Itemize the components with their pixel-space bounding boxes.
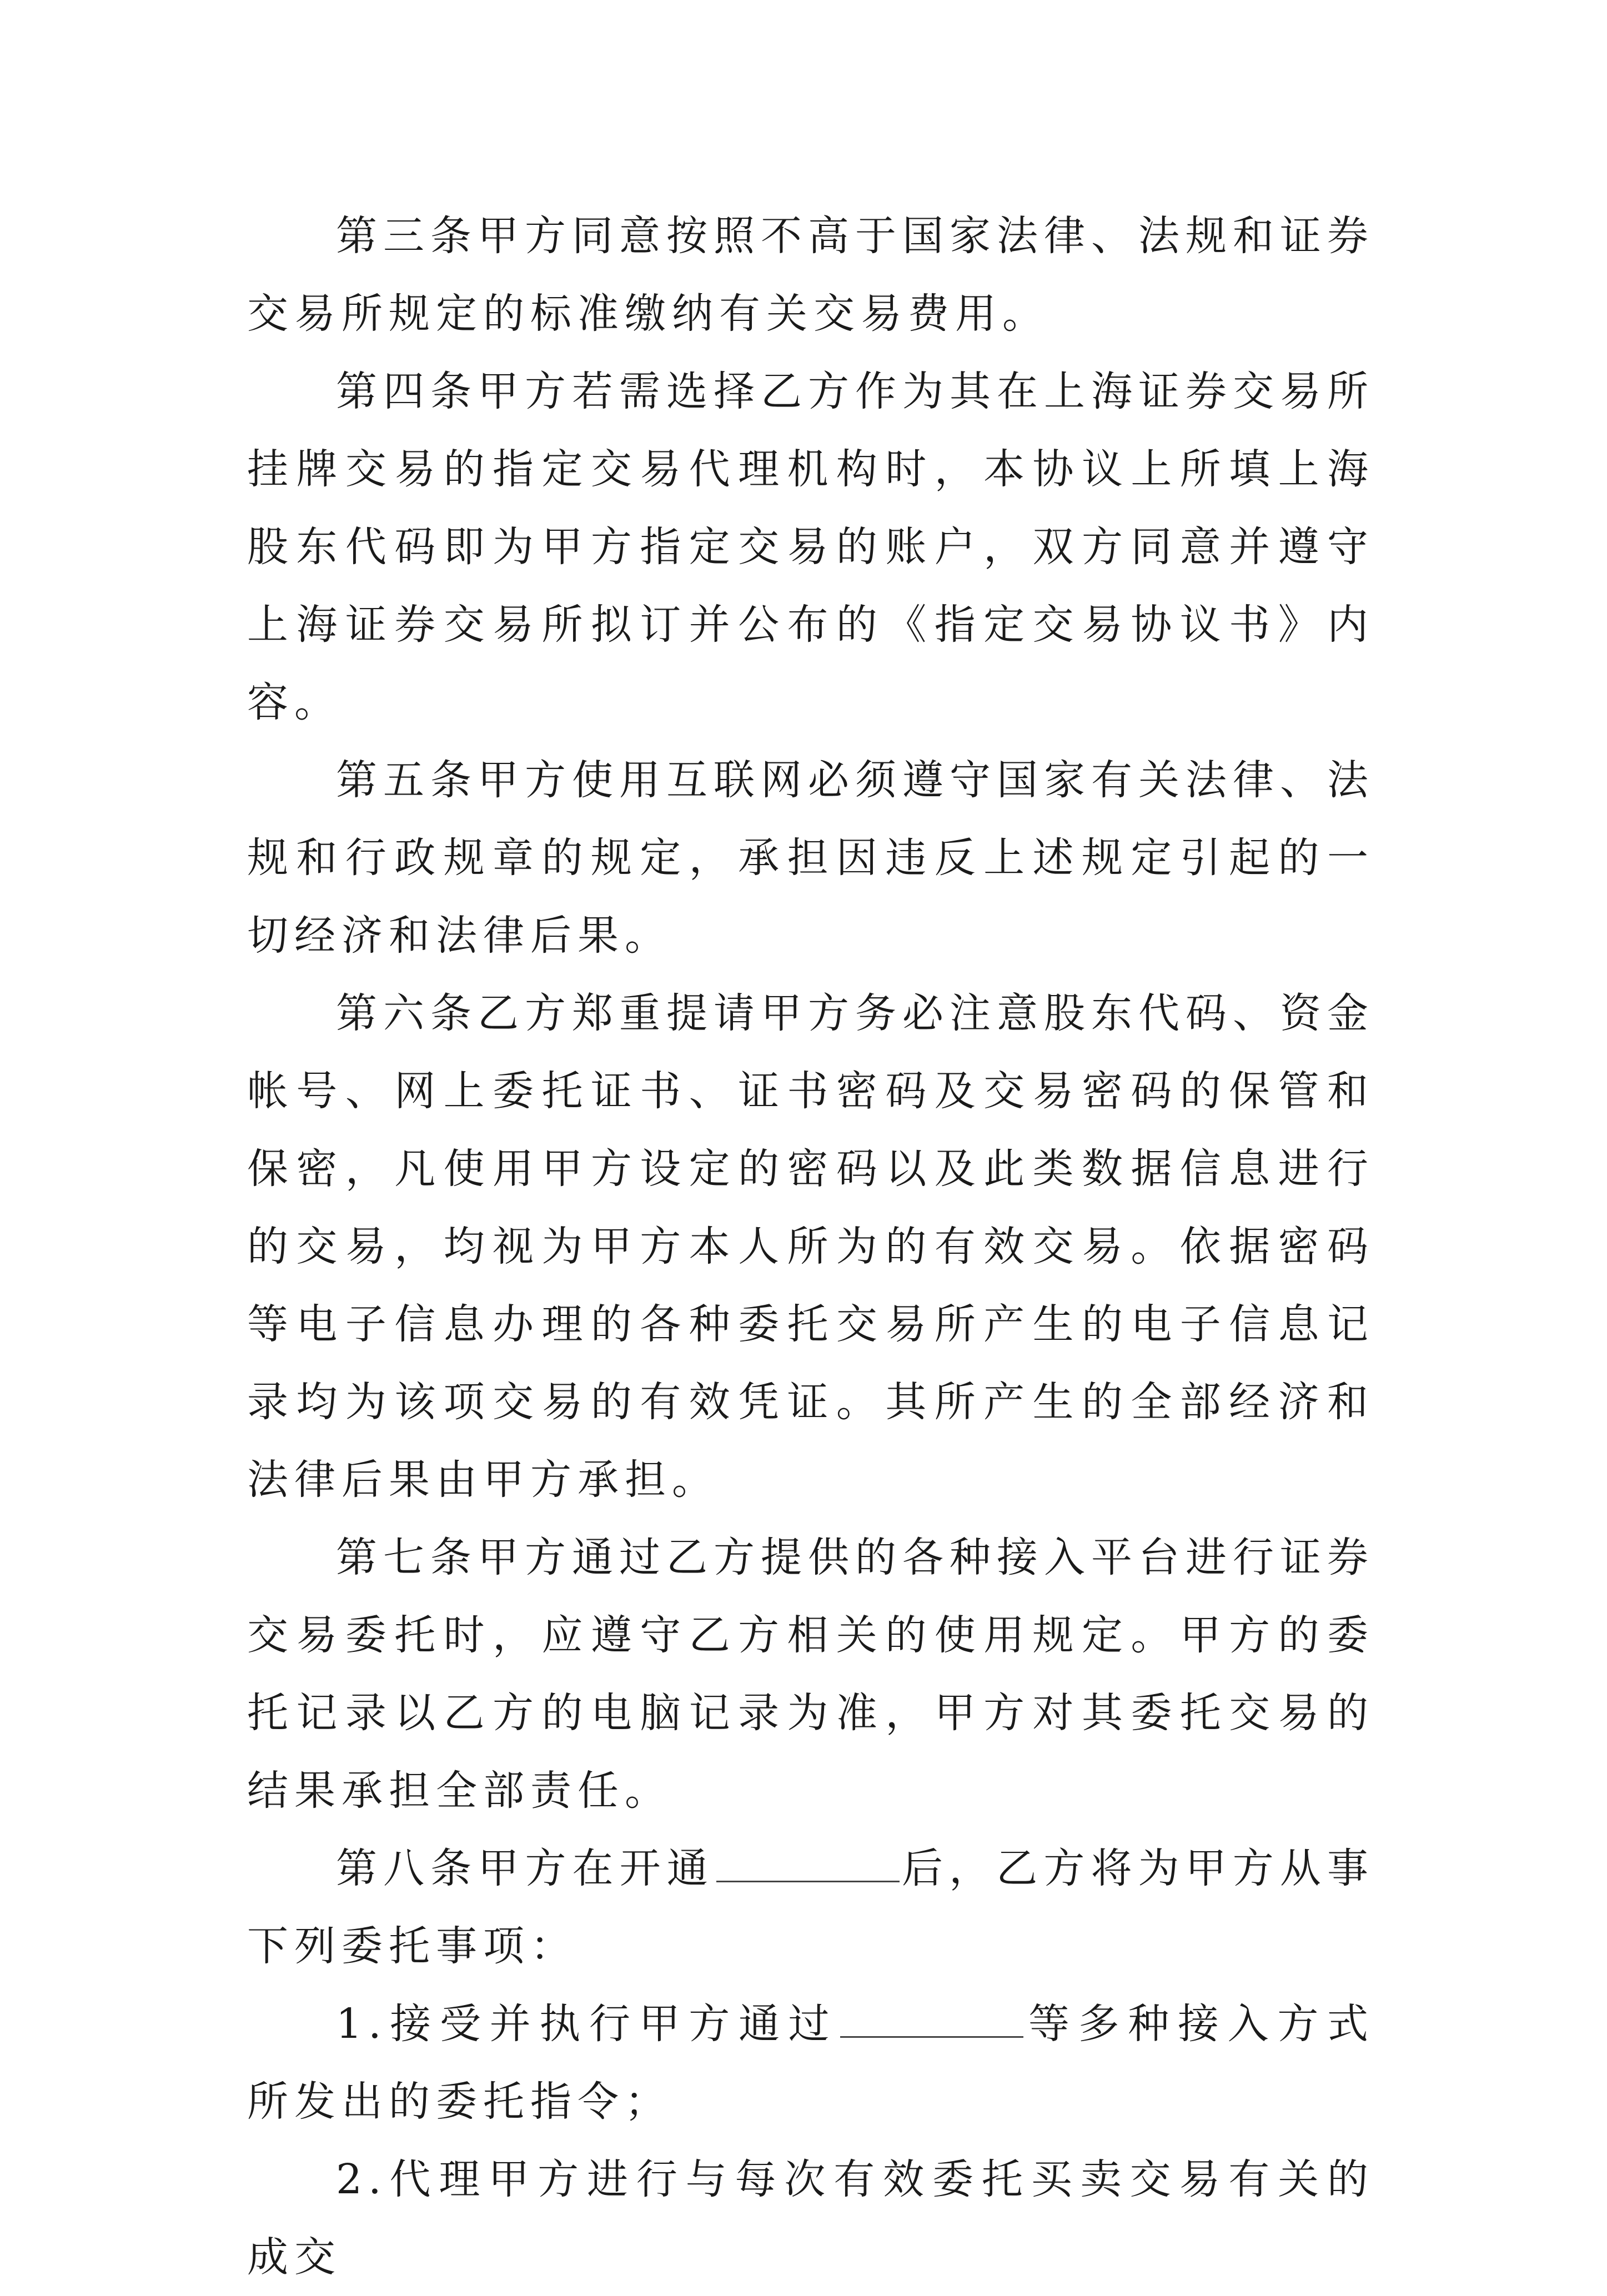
item-1-text-after: 等多种接入方式所发出的委托指令； — [247, 2000, 1375, 2126]
article-8-text-before: 第八条甲方在开通 — [336, 1845, 714, 1892]
item-1-text-before: 1.接受并执行甲方通过 — [336, 2000, 838, 2048]
article-5: 第五条甲方使用互联网必须遵守国家有关法律、法规和行政规章的规定，承担因违反上述规定引起的一切经济和法律后果。 — [247, 756, 1374, 959]
article-8-text-after: 后，乙方将为甲方从事下列委托事项： — [247, 1845, 1375, 1970]
item-1 — [247, 1985, 1374, 2141]
item-2: 2.代理甲方进行与每次有效委托买卖交易有关的成交 — [247, 2156, 1374, 2281]
article-8 — [247, 1830, 1374, 1985]
article-7: 第七条甲方通过乙方提供的各种接入平台进行证券交易委托时，应遵守乙方相关的使用规定。甲方的委托记录以乙方的电脑记录为准，甲方对其委托交易的结果承担全部责任。 — [247, 1534, 1374, 1815]
article-8-blank-line — [716, 1847, 900, 1882]
article-3: 第三条甲方同意按照不高于国家法律、法规和证券交易所规定的标准缴纳有关交易费用。 — [247, 212, 1374, 338]
document-body — [247, 197, 1374, 2296]
article-4: 第四条甲方若需选择乙方作为其在上海证券交易所挂牌交易的指定交易代理机构时，本协议上所填上海股东代码即为甲方指定交易的账户，双方同意并遵守上海证券交易所拟订并公布的《指定交易协议书》内容。 — [247, 368, 1374, 726]
item-1-blank-line — [840, 2003, 1023, 2038]
article-6: 第六条乙方郑重提请甲方务必注意股东代码、资金帐号、网上委托证书、证书密码及交易密码的保管和保密，凡使用甲方设定的密码以及此类数据信息进行的交易，均视为甲方本人所为的有效交易。依据密码等电子信息办理的各种委托交易所产生的电子信息记录均为该项交易的有效凭证。其所产生的全部经济和法律后果由甲方承担。 — [247, 989, 1374, 1504]
